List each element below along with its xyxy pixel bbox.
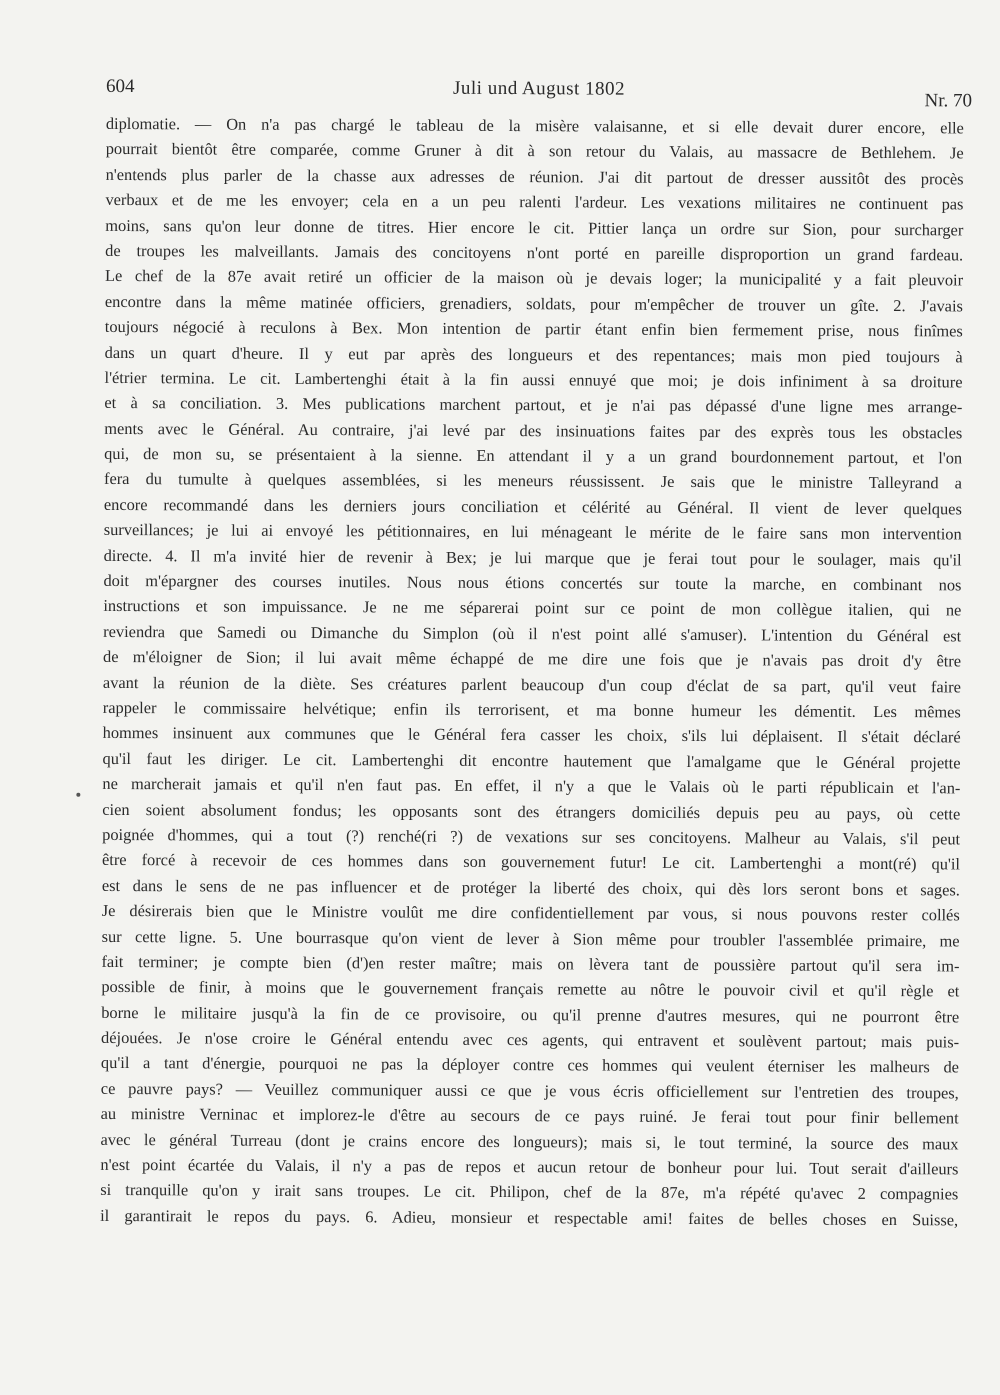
text-line: encontre dans la même matinée officiers, grenadiers, soldats, pour m'empêcher de trouver un gîte. 2. J'avais (104, 291, 963, 316)
letter-body (100, 111, 964, 1233)
text-line: doit m'épargner des courses inutiles. Nous nous étions concertés sur toute la marche, en combinant nos (103, 570, 962, 595)
text-line: Je désirerais bien que le Ministre voulût me dire confidentiellement par vous, si nous pouvons rester collés (101, 901, 960, 925)
text-line: instructions et son impuissance. Je ne me séparerai point sur ce point de mon collègue italien, qui ne (103, 596, 962, 620)
text-line: l'étrier termina. Le cit. Lambertenghi était à la fin aussi ennuyé que moi; je dois infiniment à sa droiture (104, 367, 963, 392)
text-line: directe. 4. Il m'a invité hier de revenir à Bex; je lui marque que je ferai tout pour le soulager, mais qu'il (103, 545, 962, 570)
text-line: qu'il faut les diriger. Le cit. Lambertenghi dit encontre hautement que l'amalgame que le Général projette (102, 748, 961, 773)
text-line: n'est point écartée du Valais, il n'y a pas de repos et aucun retour de bonheur pour lui. Tout serait d'ailleurs (100, 1154, 959, 1179)
text-line: verbaux et de me les envoyer; cela en a un peu ralenti l'ardeur. Les vexations militaires ne continuent pas (105, 190, 964, 214)
text-line: n'entends plus parler de la chasse aux adresses de réunion. J'ai dit partout de dresser aussitôt des procès (105, 164, 964, 189)
text-line: si tranquille qu'on y irait sans troupes. Le cit. Philipon, chef de la 87e, m'a répété qu'avec 2 compagnies (100, 1180, 959, 1204)
text-line: et à sa conciliation. 3. Mes publications marchent partout, et je n'ai pas dépassé d'une ligne mes arrange- (104, 393, 963, 417)
text-line: diplomatie. — On n'a pas chargé le tableau de la misère valaisanne, et si elle devait durer encore, elle (105, 113, 964, 138)
text-line: sur cette ligne. 5. Une bourrasque qu'on vient de lever à Sion même pour troubler l'assemblée primaire, me (101, 926, 960, 950)
text-line: qui, de mon su, se présentaient à la sienne. En attendant il y a un grand bourdonnement partout, et l'on (104, 444, 963, 468)
text-line: cien soient absolument fondus; les opposants sont des étrangers domiciliés depuis peu au pays, où cette (102, 799, 961, 823)
text-line: rappeler le commissaire helvétique; enfin ils terrorisent, et ma bonne humeur les démentit. Les mêmes (102, 697, 961, 722)
text-line: ne marcherait jamais et qu'il n'en faut pas. En effet, il n'y a que le Valais où le parti républicain et l'an- (102, 774, 961, 798)
text-line: qu'il a tant d'énergie, pourquoi ne pas la déployer contre ces hommes qui veulent éterniser les malheurs de (100, 1053, 959, 1077)
text-line: borne le militaire jusqu'à la fin de ce provisoire, ou qu'il prenne d'autres mesures, qui ne pourront être (101, 1002, 960, 1027)
text-line: est dans le sens de ne pas influencer et de protéger la liberté des choix, qui dès lors seront bons et sages. (101, 875, 960, 900)
text-line: hommes insinuent aux communes que le Général fera casser les choix, s'ils lui déplaisent. Il s'était déclaré (102, 723, 961, 747)
text-line: fera du tumulte à quelques assemblées, si les meneurs réussissent. Je sais que le ministre Talleyrand a (103, 469, 963, 493)
text-line: au ministre Verninac et implorez-le d'être au secours de ce pays ruiné. Je ferai tout pour finir bellement (100, 1104, 959, 1128)
text-line: possible de finir, à moins que le gouvernement français remette au nôtre le pouvoir civil et qu'il règle et (101, 977, 960, 1001)
text-line: ments avec le Général. Au contraire, j'ai levé par des insinuations faites par des exprès tous les obstacles (104, 418, 963, 443)
text-line: dans un quart d'heure. Il y eut par après des longueurs et des repentances; mais mon pied toujours à (104, 342, 963, 366)
text-line: avant la réunion de la diète. Ses créatures parlent beaucoup d'un coup d'éclat de sa part, qu'il veut faire (102, 672, 961, 697)
text-line: encore recommandé dans les derniers jours conciliation et célérité au Général. Il vient de lever quelques (103, 494, 962, 519)
text-line: ce pauvre pays? — Veuillez communiquer aussi ce que je vous écris officiellement sur l'entretien des troupes, (100, 1078, 959, 1103)
text-line: surveillances; je lui ai envoyé les pétitionnaires, en lui ménageant le mérite de le faire sans mon intervention (103, 520, 962, 544)
text-line: moins, sans qu'on leur donne de titres. Hier encore le cit. Pittier lança un ordre sur Sion, pour surcharger (105, 215, 964, 239)
text-line: de troupes les malveillants. Jamais des concitoyens n'ont porté en pareille disproportion un grand fardeau. (105, 240, 964, 265)
running-title: Juli und August 1802 (452, 77, 626, 100)
text-line: fait terminer; je compte bien (d')en rester maître; mais on lèvera tant de poussière partout qu'il sera im- (101, 951, 960, 976)
text-line: toujours négocié à reculons à Bex. Mon intention de partir étant enfin bien fermement prise, nous finîmes (104, 317, 963, 341)
text-line: il garantirait le repos du pays. 6. Adieu, monsieur et respectable ami! faites de belles choses en Suisse, (100, 1205, 959, 1230)
document-number: Nr. 70 (924, 90, 973, 112)
text-line: reviendra que Samedi ou Dimanche du Simplon (où il n'est point allé s'amuser). L'intention du Général est (103, 621, 962, 646)
text-line: poignée d'hommes, qui a tout (?) renché(ri ?) de vexations sur ses concitoyens. Malheur au Valais, s'il peut (102, 824, 961, 849)
text-line: Le chef de la 87e avait retiré un officier de la maison où je devais loger; la municipalité y a fait pleuvoir (105, 266, 964, 290)
page-number: 604 (106, 75, 135, 98)
text-line: avec le général Turreau (dont je crains encore des longueurs); mais si, le tout terminé, la source des maux (100, 1129, 959, 1154)
margin-dot (76, 793, 80, 797)
text-line: pourrait bientôt être comparée, comme Gruner à dit à son retour du Valais, au massacre de Bethlehem. Je (105, 139, 964, 163)
text-line: déjouées. Je n'ose croire le Général entendu avec ces agents, qui entravent et soulèvent partout; mais puis- (101, 1027, 960, 1052)
text-line: de m'éloigner de Sion; il lui avait même échappé de me dire une fois que je n'avais pas droit d'y être (103, 647, 962, 671)
text-line: être forcé à recevoir de ces hommes dans son gouvernement futur! Le cit. Lambertenghi a mont(ré) qu'il (101, 850, 961, 874)
page-header (106, 72, 972, 111)
